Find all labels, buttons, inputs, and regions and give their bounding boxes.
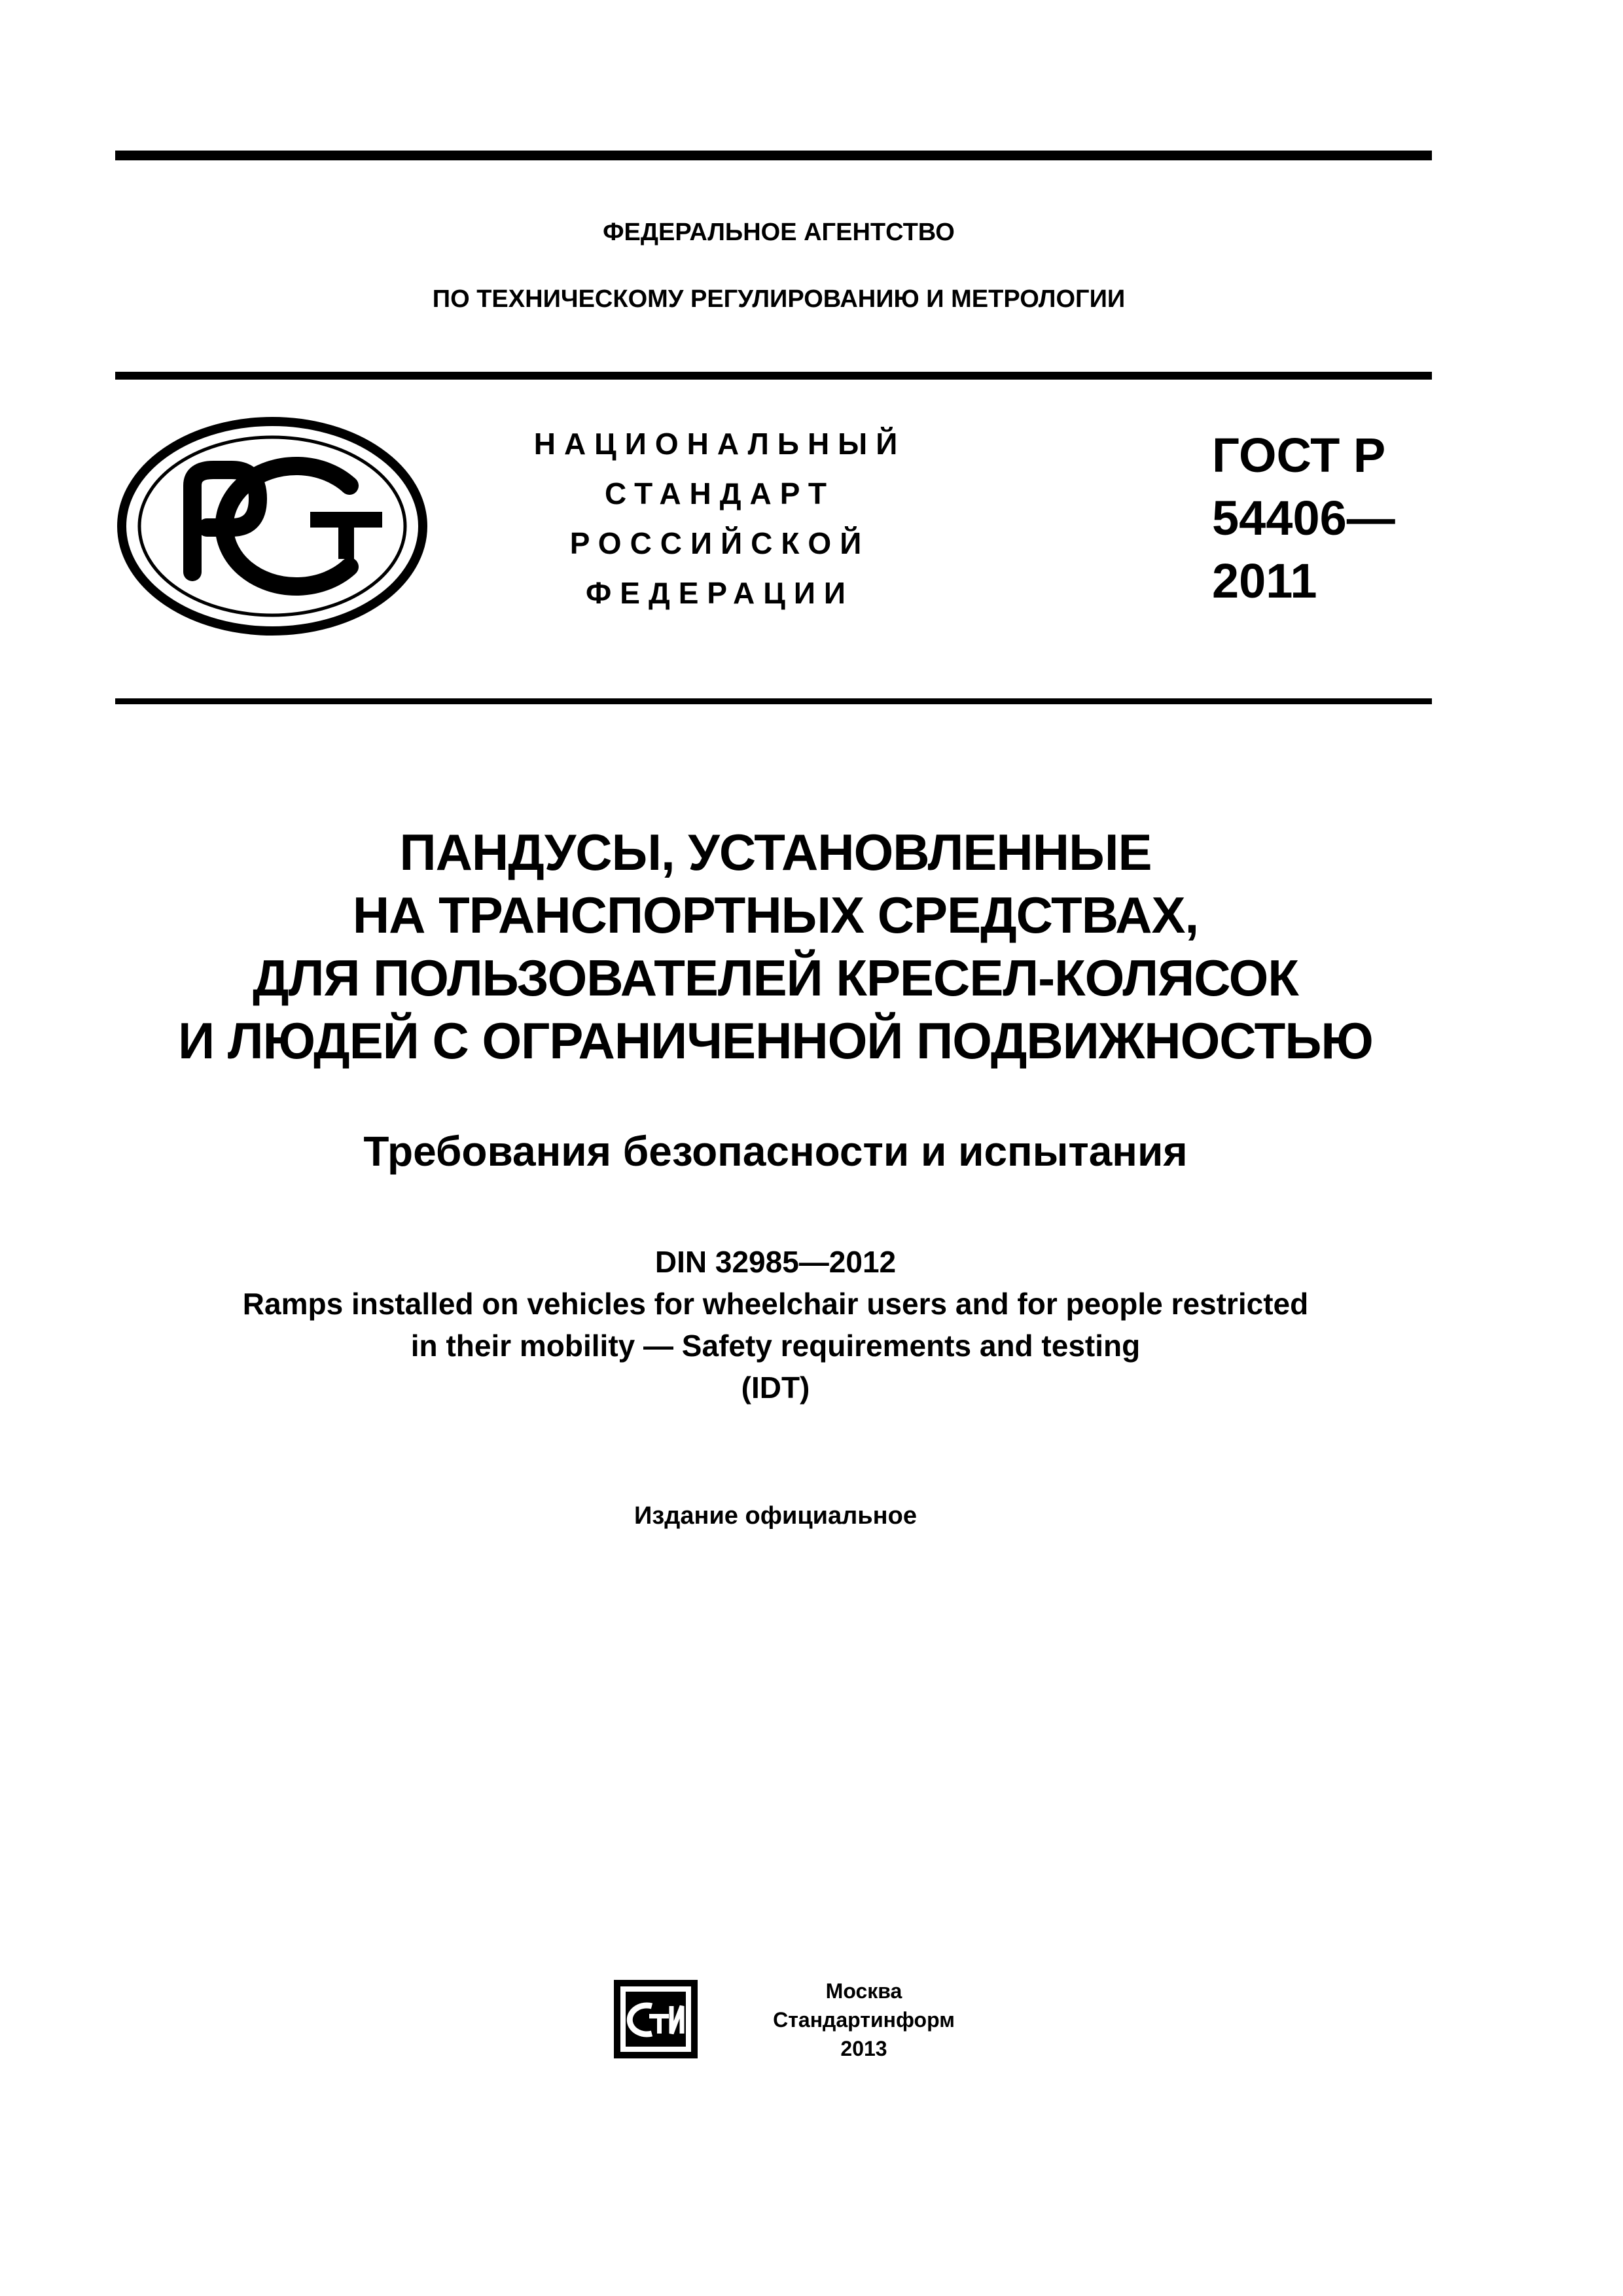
title-line: НА ТРАНСПОРТНЫХ СРЕДСТВАХ, <box>352 886 1199 944</box>
national-standard-line: РОССИЙСКОЙ <box>569 526 870 560</box>
document-title <box>0 821 1551 1072</box>
reference-line: Ramps installed on vehicles for wheelchair users and for people restricted <box>242 1287 1309 1321</box>
designation-line: 54406— <box>1212 491 1395 545</box>
edition-label: Издание официальное <box>634 1502 917 1530</box>
rst-certification-logo <box>115 415 429 637</box>
designation-line: ГОСТ Р <box>1212 428 1386 482</box>
national-standard-line: НАЦИОНАЛЬНЫЙ <box>533 427 906 461</box>
reference-standard <box>0 1241 1551 1408</box>
document-subtitle: Требования безопасности и испытания <box>363 1128 1188 1175</box>
title-line: ПАНДУСЫ, УСТАНОВЛЕННЫЕ <box>399 823 1152 881</box>
national-standard-line: ФЕДЕРАЦИИ <box>586 576 854 610</box>
title-line: И ЛЮДЕЙ С ОГРАНИЧЕННОЙ ПОДВИЖНОСТЬЮ <box>178 1012 1373 1069</box>
title-line: ДЛЯ ПОЛЬЗОВАТЕЛЕЙ КРЕСЕЛ-КОЛЯСОК <box>253 949 1298 1007</box>
top-rule <box>115 151 1432 160</box>
reference-line: DIN 32985—2012 <box>654 1245 897 1279</box>
reference-line: (IDT) <box>741 1371 810 1405</box>
reference-line: in their mobility — Safety requirements and testing <box>410 1329 1141 1363</box>
standartinform-logo <box>614 1980 698 2058</box>
agency-name-line-1: ФЕДЕРАЛЬНОЕ АГЕНТСТВО <box>603 219 955 246</box>
middle-rule <box>115 372 1432 380</box>
agency-name-line-2: ПО ТЕХНИЧЕСКОМУ РЕГУЛИРОВАНИЮ И МЕТРОЛОГИИ <box>432 285 1126 313</box>
publisher-name: Стандартинформ <box>773 2008 955 2032</box>
national-standard-line: СТАНДАРТ <box>605 476 835 511</box>
standard-designation <box>1212 424 1395 613</box>
publication-year: 2013 <box>840 2037 887 2060</box>
publisher-city: Москва <box>825 1979 902 2003</box>
bottom-rule <box>115 698 1432 704</box>
national-standard-label <box>497 419 942 618</box>
publisher-info <box>720 1977 1008 2063</box>
designation-line: 2011 <box>1212 554 1317 608</box>
